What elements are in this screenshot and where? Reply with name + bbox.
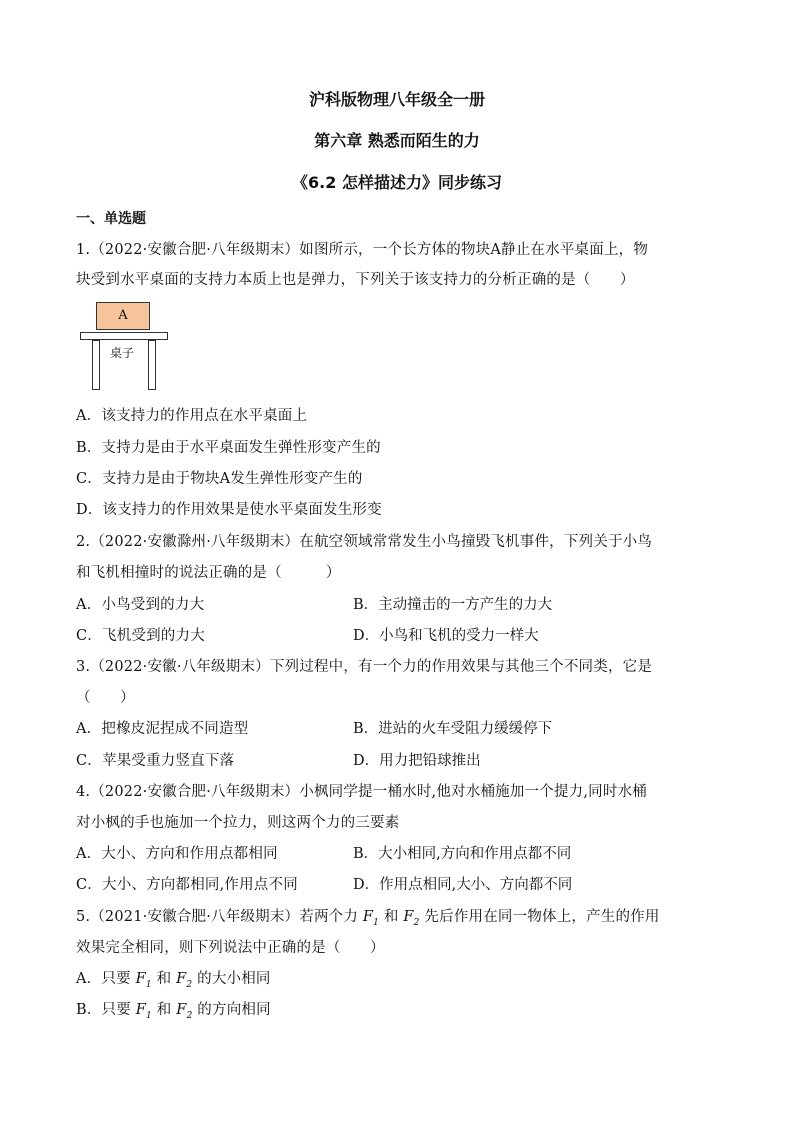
force-subscript: 2	[186, 979, 193, 990]
q1-option-a: A．该支持力的作用点在水平桌面上	[76, 408, 308, 424]
q3-option-b: B．进站的火车受阻力缓缓停下	[353, 721, 553, 737]
q2-option-c: C．飞机受到的力大	[76, 628, 205, 644]
q3-option-c: C．苹果受重力竖直下落	[76, 753, 235, 769]
desk-leg-left	[92, 340, 100, 390]
book-title: 沪科版物理八年级全一册	[308, 90, 485, 109]
force-f1	[135, 971, 152, 990]
q2-stem-line2: 和飞机相撞时的说法正确的是（ ）	[76, 565, 341, 581]
q3-option-a: A．把橡皮泥捏成不同造型	[76, 721, 249, 737]
force-f2	[403, 909, 420, 928]
q1-option-c: C．支持力是由于物块A发生弹性形变产生的	[76, 471, 363, 487]
q5-b-part1: B．只要	[76, 1002, 136, 1018]
q5-stem-line1	[76, 905, 660, 928]
q5-a-part2: 和	[151, 971, 177, 987]
q4-option-c: C．大小、方向都相同,作用点不同	[76, 877, 298, 893]
q5-b-part2: 和	[151, 1002, 177, 1018]
force-subscript: 1	[146, 1010, 152, 1021]
force-symbol: F	[176, 1002, 187, 1018]
q4-option-d: D．作用点相同,大小、方向都不同	[353, 877, 573, 893]
force-subscript: 2	[413, 917, 420, 928]
force-symbol: F	[403, 909, 414, 925]
force-symbol: F	[362, 909, 374, 925]
q1-stem-line2: 块受到水平桌面的支持力本质上也是弹力，下列关于该支持力的分析正确的是（ ）	[76, 272, 635, 288]
q5-a-part1: A．只要	[76, 971, 136, 987]
q3-stem-line1: 3.（2022·安徽·八年级期末）下列过程中，有一个力的作用效果与其他三个不同类，它是	[76, 659, 653, 675]
q2-option-b: B．主动撞击的一方产生的力大	[353, 597, 553, 613]
q5-option-b	[76, 998, 271, 1021]
q4-stem-line2: 对小枫的手也施加一个拉力，则这两个力的三要素	[76, 815, 400, 831]
chapter-title: 第六章 熟悉而陌生的力	[314, 131, 480, 150]
force-f2	[176, 1002, 193, 1021]
q3-stem-line2: （ ）	[76, 690, 135, 706]
q1-stem-line1: 1.（2022·安徽合肥·八年级期末）如图所示，一个长方体的物块A静止在水平桌面上，物	[76, 242, 649, 258]
q2-stem-line1: 2.（2022·安徽滁州·八年级期末）在航空领域常常发生小鸟撞毁飞机事件，下列关于小鸟	[76, 534, 653, 550]
q4-stem-line1: 4.（2022·安徽合肥·八年级期末）小枫同学提一桶水时,他对水桶施加一个提力,同时水桶	[76, 784, 647, 800]
q5-option-a	[76, 967, 271, 990]
q1-option-b: B．支持力是由于水平桌面发生弹性形变产生的	[76, 440, 381, 456]
q4-option-a: A．大小、方向和作用点都相同	[76, 846, 278, 862]
q5-stem-part1: 5.（2021·安徽合肥·八年级期末）若两个力	[76, 909, 363, 925]
force-f1	[362, 909, 380, 928]
q5-stem-part2: 和	[379, 909, 404, 925]
force-f2	[176, 971, 193, 990]
q5-stem-part3: 先后作用在同一物体上，产生的作用	[419, 909, 660, 925]
q2-option-a: A．小鸟受到的力大	[76, 597, 205, 613]
q4-option-b: B．大小相同,方向和作用点都不同	[353, 846, 572, 862]
section-heading: 一、单选题	[76, 211, 146, 227]
force-symbol: F	[135, 1002, 147, 1018]
block-a: A	[96, 302, 150, 330]
force-f1	[135, 1002, 152, 1021]
lesson-title: 《6.2 怎样描述力》同步练习	[292, 173, 502, 192]
q2-option-d: D．小鸟和飞机的受力一样大	[353, 628, 539, 644]
force-symbol: F	[176, 971, 187, 987]
force-subscript: 2	[186, 1010, 193, 1021]
q5-b-part3: 的方向相同	[192, 1002, 271, 1018]
q1-figure-block-on-desk	[78, 298, 170, 392]
desk-top	[80, 332, 168, 340]
force-symbol: F	[135, 971, 146, 987]
force-subscript: 1	[145, 979, 152, 990]
desk-leg-right	[148, 340, 156, 390]
desk-label: 桌子	[110, 346, 135, 360]
q5-a-part3: 的大小相同	[192, 971, 271, 987]
q5-stem-line2: 效果完全相同，则下列说法中正确的是（ ）	[76, 940, 385, 956]
q3-option-d: D．用力把铅球推出	[353, 753, 481, 769]
q1-option-d: D．该支持力的作用效果是使水平桌面发生形变	[76, 502, 382, 518]
force-subscript: 1	[373, 917, 380, 928]
